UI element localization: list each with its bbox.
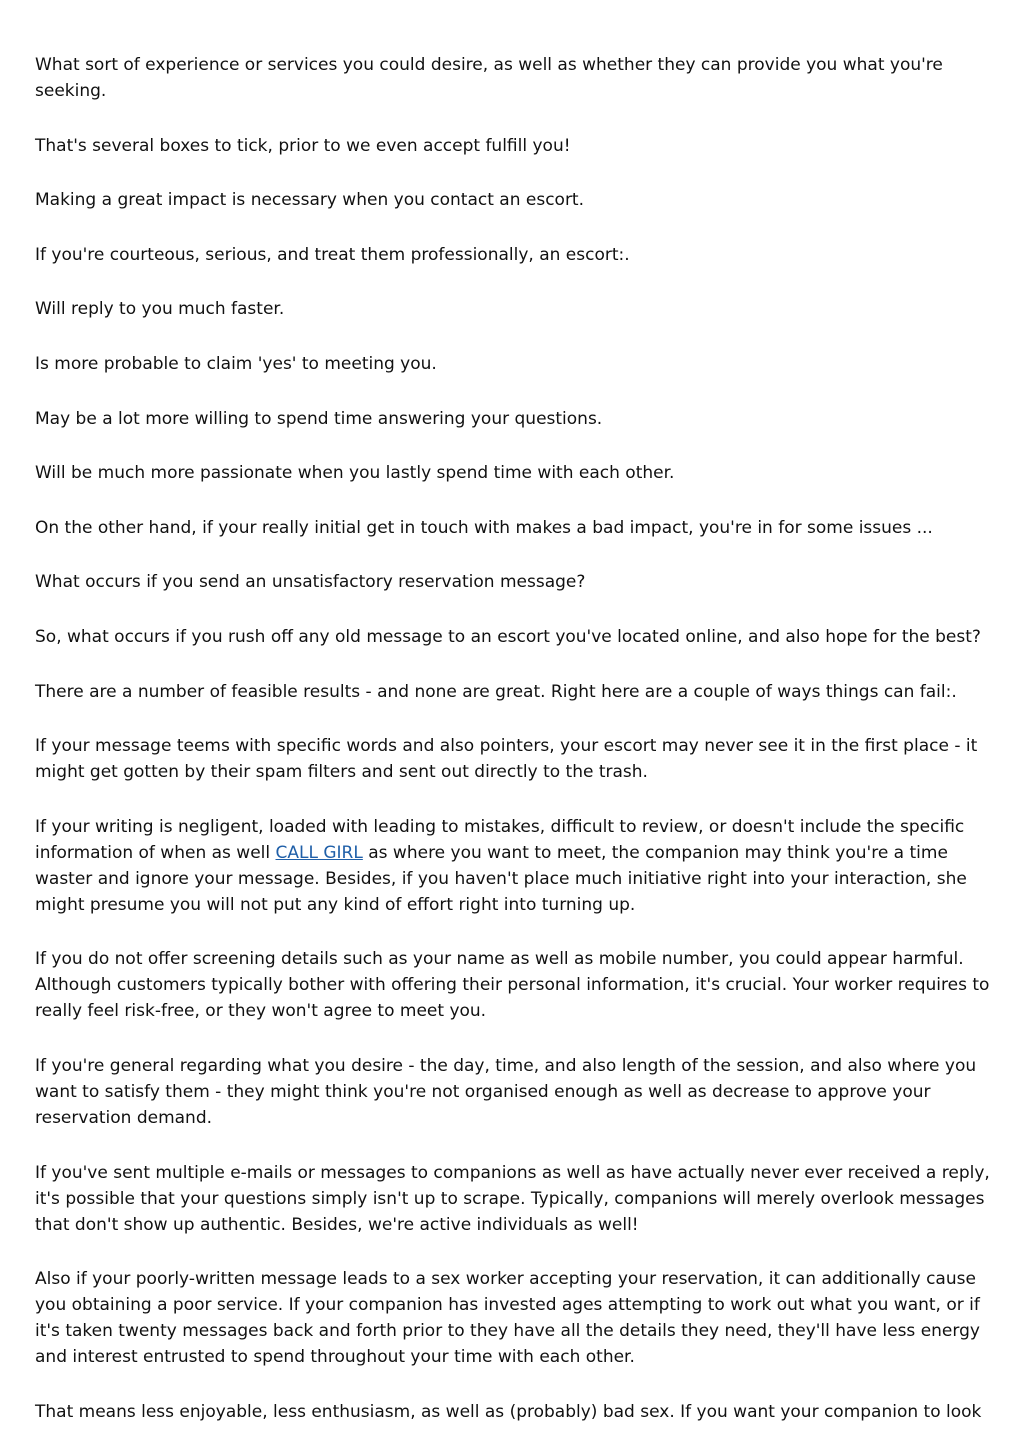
paragraph-12: There are a number of feasible results - and none are great. Right here are a couple of ways things can fail:. bbox=[35, 681, 957, 702]
document-body bbox=[35, 52, 995, 1453]
paragraph-5: Will reply to you much faster. bbox=[35, 299, 285, 320]
paragraph-15: If you do not offer screening details such as your name as well as mobile number, you could appear harmful. Although customers typically bother with offering their personal information, it's crucial. Your worker requires to really feel risk-free, or they won't agree to meet you. bbox=[35, 949, 990, 1022]
paragraph-8: Will be much more passionate when you lastly spend time with each other. bbox=[35, 463, 675, 484]
paragraph-7: May be a lot more willing to spend time answering your questions. bbox=[35, 408, 603, 429]
call-girl-link[interactable]: CALL GIRL bbox=[275, 842, 363, 863]
paragraph-14-text-after: as where you want to meet, the companion may think you're a time waster and ignore your message. Besides, if you haven't place much initiative right into your interaction, she might presume you will not put any kind of effort right into turning up. bbox=[35, 842, 967, 915]
paragraph-2: That's several boxes to tick, prior to we even accept fulfill you! bbox=[35, 135, 571, 156]
paragraph-16: If you're general regarding what you desire - the day, time, and also length of the session, and also where you want to satisfy them - they might think you're not organised enough as well as decrease to approve your reservation demand. bbox=[35, 1055, 977, 1128]
paragraph-6: Is more probable to claim 'yes' to meeting you. bbox=[35, 353, 437, 374]
paragraph-14 bbox=[35, 814, 995, 918]
paragraph-3: Making a great impact is necessary when you contact an escort. bbox=[35, 190, 585, 211]
paragraph-1: What sort of experience or services you could desire, as well as whether they can provide you what you're seeking. bbox=[35, 55, 943, 101]
paragraph-11: So, what occurs if you rush off any old message to an escort you've located online, and also hope for the best? bbox=[35, 626, 981, 647]
paragraph-13: If your message teems with specific words and also pointers, your escort may never see it in the first place - it might get gotten by their spam filters and sent out directly to the trash. bbox=[35, 736, 978, 783]
paragraph-10: What occurs if you send an unsatisfactory reservation message? bbox=[35, 572, 586, 593]
paragraph-9: On the other hand, if your really initial get in touch with makes a bad impact, you're in for some issues ... bbox=[35, 517, 933, 538]
paragraph-4: If you're courteous, serious, and treat them professionally, an escort:. bbox=[35, 244, 630, 265]
paragraph-18: Also if your poorly-written message leads to a sex worker accepting your reservation, it can additionally cause you obtaining a poor service. If your companion has invested ages attempting to work out what you want, or if it's taken twenty messages back and forth prior to they have all the details they need, they'll have less energy and interest entrusted to spend throughout your time with each other. bbox=[35, 1269, 980, 1368]
paragraph-14-text-before: If your writing is negligent, loaded with leading to mistakes, difficult to review, or doesn't include the specific information of when as well bbox=[35, 816, 965, 863]
paragraph-19: That means less enjoyable, less enthusiasm, as well as (probably) bad sex. If you want your companion to look bbox=[35, 1401, 982, 1422]
paragraph-17: If you've sent multiple e-mails or messages to companions as well as have actually never ever received a reply, it's possible that your questions simply isn't up to scrape. Typically, companions will merely overlook messages that don't show up authentic. Besides, we're active individuals as well! bbox=[35, 1162, 990, 1235]
